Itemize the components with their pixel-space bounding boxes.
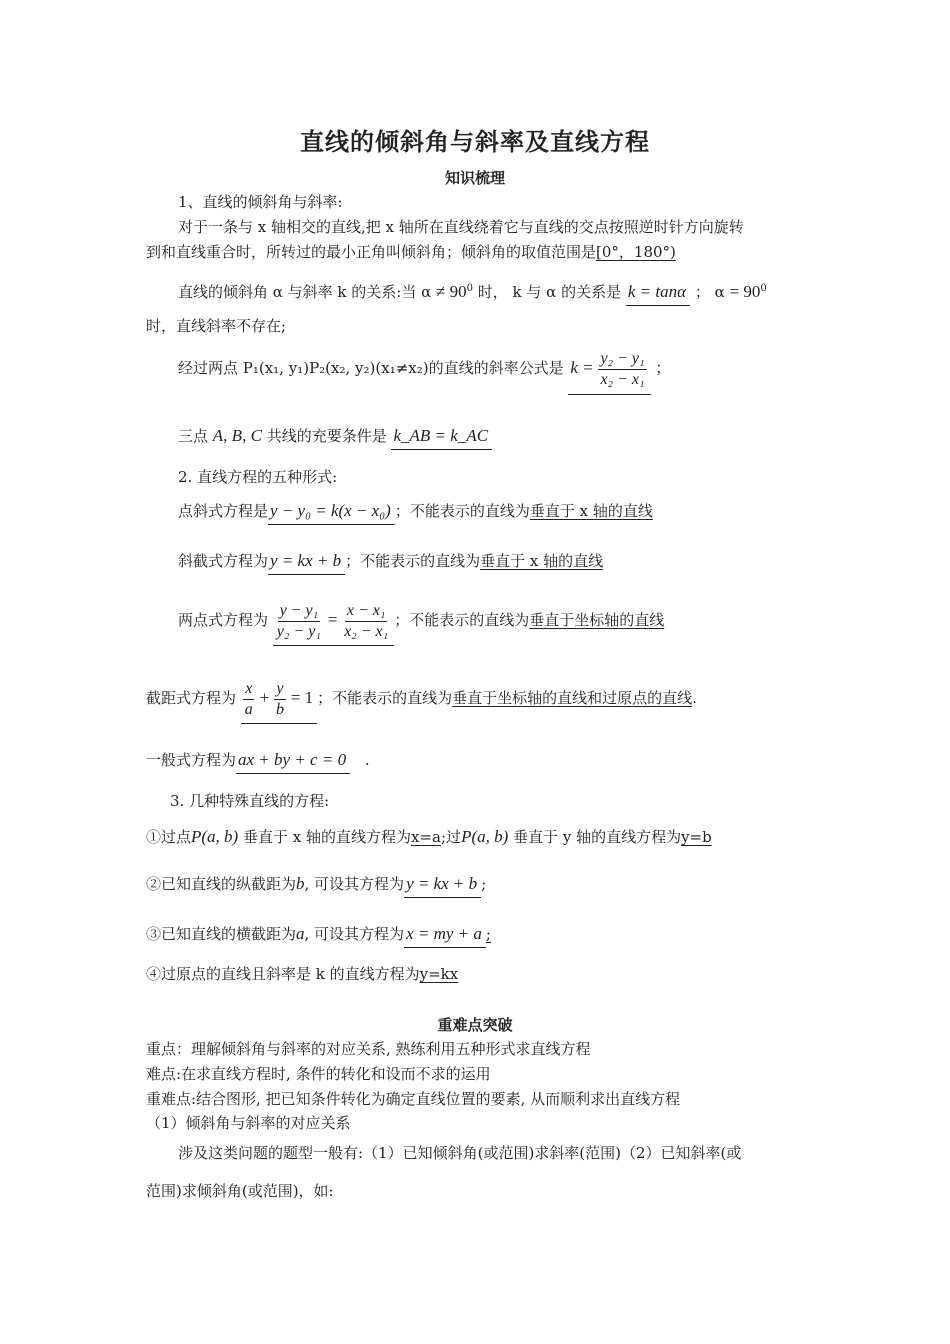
i2-a: ②已知直线的纵截距为	[146, 875, 297, 893]
difficulty-line: 难点:在求直线方程时, 条件的转化和设而不求的运用	[146, 1065, 491, 1083]
slope-formula-answer	[568, 348, 650, 395]
question-types-line2: 范围)求倾斜角(或范围)，如:	[146, 1182, 334, 1200]
vertical-line-answer: x=a	[411, 828, 441, 846]
slope-fraction	[598, 349, 646, 390]
slope-intercept-mid: ；不能表示的直线为	[345, 552, 481, 570]
i4-a: ④过原点的直线且斜率是 k 的直线方程为	[146, 965, 420, 983]
angle-range-answer: [0°，180°)	[596, 243, 676, 261]
s1-heading: 1、直线的倾斜角与斜率:	[178, 193, 343, 211]
general-form-label: 一般式方程为	[146, 751, 237, 769]
intercept-frac-y	[274, 679, 286, 720]
slope-denominator: x₂ − x₁	[600, 370, 645, 388]
section-heading-knowledge: 知识梳理	[444, 169, 505, 187]
special-item-3	[146, 923, 491, 948]
s1-p2-line1	[178, 278, 767, 306]
general-form-equation: ax + by + c = 0	[236, 749, 350, 774]
point-slope-line	[178, 500, 653, 525]
s1-p1-text: 到和直线重合时，所转过的最小正角叫倾斜角；倾斜角的取值范围是	[146, 243, 597, 261]
slope-numerator: y₂ − y₁	[598, 349, 646, 370]
tp-num-2: x − x₁	[345, 601, 388, 622]
k-tan-alpha-answer: k = tanα	[626, 281, 690, 306]
intercept-end: .	[692, 689, 697, 707]
degree-sup-2: 0	[760, 283, 767, 294]
two-point-frac-left	[275, 601, 323, 642]
i1-point-2: P(a, b)	[461, 827, 509, 846]
int-den-a: a	[244, 700, 253, 718]
two-point-label: 两点式方程为	[178, 611, 269, 629]
intercept-label: 截距式方程为	[146, 689, 237, 707]
special-item-2	[146, 873, 486, 898]
s1-p1-line1: 对于一条与 x 轴相交的直线,把 x 轴所在直线绕着它与直线的交点按照逆时针方向旋转	[178, 218, 744, 236]
subsection-1-title: （1）倾斜角与斜率的对应关系	[146, 1114, 351, 1132]
section-heading-key-points: 重难点突破	[437, 1016, 513, 1034]
i3-b: , 可设其方程为	[304, 925, 405, 943]
i1-a: ①过点	[146, 828, 192, 846]
point-slope-label: 点斜式方程是	[178, 502, 269, 520]
s2-heading: 2. 直线方程的五种形式:	[178, 468, 338, 486]
question-types-line1: 涉及这类问题的题型一般有:（1）已知倾斜角(或范围)求斜率(范围)（2）已知斜率(或	[178, 1144, 742, 1162]
i2-b-var: b	[296, 874, 305, 893]
s1-p2-text-c: ； α	[694, 283, 725, 301]
tp-den-2: x₂ − x₁	[344, 622, 389, 640]
int-num-y: y	[274, 679, 285, 700]
s1-p3	[178, 348, 670, 395]
intercept-exception: 垂直于坐标轴的直线和过原点的直线	[452, 689, 693, 707]
point-slope-exception: 垂直于 x 轴的直线	[529, 502, 653, 520]
slope-intercept-label: 斜截式方程为	[178, 552, 269, 570]
int-num-x: x	[243, 679, 254, 700]
points-abc: A, B, C	[212, 426, 262, 445]
two-point-exception: 垂直于坐标轴的直线	[529, 611, 665, 629]
two-point-line	[178, 598, 664, 646]
s1-p4-text2: 共线的充要条件是	[266, 427, 387, 445]
s1-p3-end: ；	[655, 359, 671, 377]
two-point-mid: ；不能表示的直线为	[394, 611, 530, 629]
special-item-1	[146, 826, 712, 848]
point-slope-equation: y − y₀ = k(x − x₀)	[268, 500, 395, 525]
key-difficulty-line: 重难点:结合图形, 把已知条件转化为确定直线位置的要素, 从而顺利求出直线方程	[146, 1090, 681, 1108]
horizontal-line-answer: y=b	[681, 828, 712, 846]
slope-intercept-equation: y = kx + b	[268, 550, 345, 575]
slope-intercept-line	[178, 550, 603, 575]
s1-p2-line2: 时，直线斜率不存在;	[146, 317, 287, 335]
i3-a-var: a	[296, 924, 305, 943]
intercept-equation: $\frac{x}{a}$ + $\frac{y}{b}$ = 1	[241, 676, 317, 724]
s1-p4	[178, 425, 492, 450]
slope-formula-text: 经过两点 P₁(x₁, y₁)P₂(x₂, y₂)(x₁≠x₂)的直线的斜率公式是	[178, 359, 564, 377]
i3-end: ;	[485, 925, 491, 943]
eq-90: = 90	[729, 282, 761, 301]
s1-p2-text-a: 直线的倾斜角 α 与斜率 k 的关系:当 α	[178, 283, 432, 301]
i1-b: 垂直于 x 轴的直线方程为	[243, 828, 412, 846]
i3-equation: x = my + a	[404, 923, 486, 948]
slope-k: k =	[570, 358, 594, 377]
i2-equation: y = kx + b	[404, 873, 481, 898]
i2-b: , 可设其方程为	[304, 875, 405, 893]
two-point-frac-right	[342, 601, 390, 642]
tp-den-1: y₂ − y₁	[276, 622, 321, 640]
intercept-eq-tail: = 1	[290, 688, 314, 707]
tp-num-1: y − y₁	[278, 601, 321, 622]
neq-90: ≠ 90	[436, 282, 467, 301]
intercept-mid: ；不能表示的直线为	[317, 689, 453, 707]
point-slope-mid: ；不能表示的直线为	[394, 502, 530, 520]
general-form-line	[146, 749, 370, 774]
collinear-condition-answer: k_AB = k_AC	[391, 425, 492, 450]
s1-p4-text: 三点	[178, 427, 209, 445]
s1-p2-text-b: 时， k 与 α 的关系是	[477, 283, 622, 301]
slope-intercept-exception: 垂直于 x 轴的直线	[480, 552, 604, 570]
i3-a: ③已知直线的横截距为	[146, 925, 297, 943]
special-item-4	[146, 963, 458, 985]
general-form-end: .	[364, 751, 370, 769]
page-title: 直线的倾斜角与斜率及直线方程	[300, 127, 650, 156]
int-den-b: b	[275, 700, 284, 718]
s3-heading: 3. 几种特殊直线的方程:	[170, 792, 330, 810]
i1-point: P(a, b)	[191, 827, 239, 846]
degree-sup: 0	[466, 283, 473, 294]
intercept-frac-x	[243, 679, 255, 720]
two-point-equation: $\frac{\text{y − y₁}}{\text{y₂ − y₁}}$ = $\frac{\text{x − x₁}}{\text{x₂ − x₁}}$	[273, 598, 394, 646]
i2-end: ;	[481, 875, 487, 893]
s1-p1-line2	[146, 241, 676, 263]
i1-c: ;过	[441, 828, 462, 846]
i1-d: 垂直于 y 轴的直线方程为	[513, 828, 682, 846]
key-point-line: 重点：理解倾斜角与斜率的对应关系, 熟练利用五种形式求直线方程	[146, 1040, 591, 1058]
intercept-line	[146, 676, 697, 724]
origin-line-answer: y=kx	[419, 965, 459, 983]
